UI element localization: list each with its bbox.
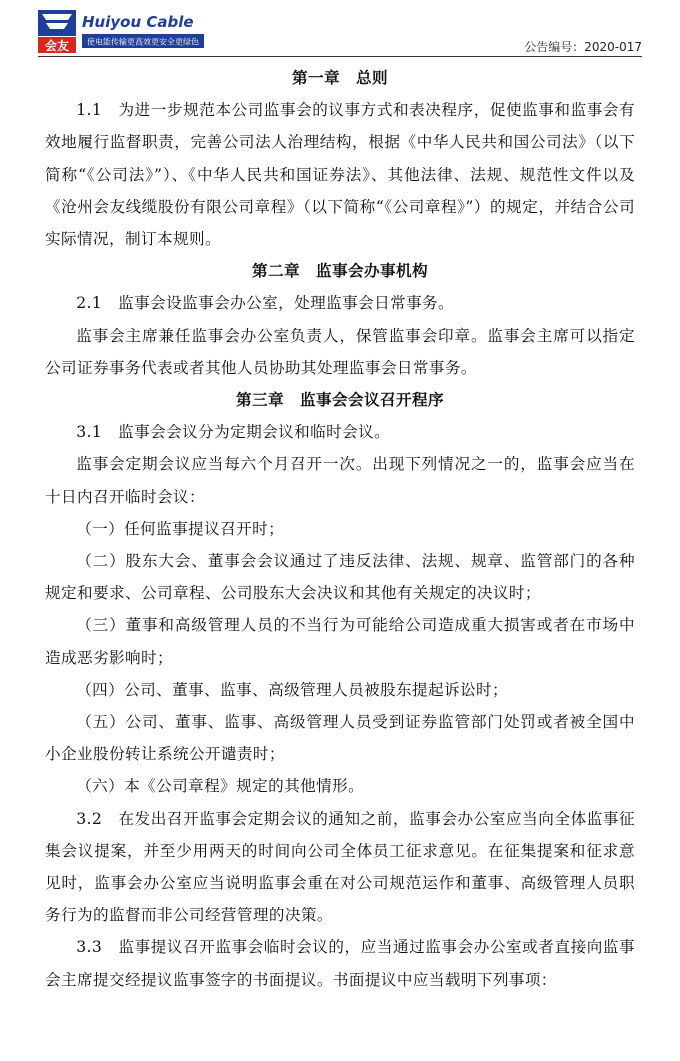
paragraph-2-1: 2.1 监事会设监事会办公室，处理监事会日常事务。 — [76, 294, 455, 313]
header-divider — [38, 56, 642, 57]
svg-text:会友: 会友 — [44, 39, 70, 53]
list-item-5: （五）公司、董事、监事、高级管理人员受到证券监管部门处罚或者被全国中小企业股份转让系统公开谴责时； — [45, 713, 635, 764]
chapter-3-title: 第三章 监事会会议召开程序 — [236, 391, 444, 410]
paragraph-3-3: 3.3 监事提议召开监事会临时会议的，应当通过监事会办公室或者直接向监事会主席提交经提议监事签字的书面提议。书面提议中应当载明下列事项： — [45, 938, 635, 989]
chapter-2-title: 第二章 监事会办事机构 — [252, 262, 428, 281]
document-body — [45, 62, 635, 996]
chapter-1-title: 第一章 总则 — [292, 69, 388, 87]
list-item-1: （一）任何监事提议召开时； — [76, 519, 285, 538]
list-item-4: （四）公司、董事、监事、高级管理人员被股东提起诉讼时； — [76, 680, 509, 699]
notice-number: 公告编号：2020-017 — [524, 40, 642, 54]
paragraph-3-2: 3.2 在发出召开监事会定期会议的通知之前，监事会办公室应当向全体监事征集会议提案，并至少用两天的时间向公司全体员工征求意见。在征集提案和征求意见时，监事会办公室应当说明监事会重在对公司规范运作和董事、高级管理人员职务行为的监督而非公司经营管理的决策。 — [45, 809, 635, 925]
list-item-3: （三）董事和高级管理人员的不当行为可能给公司造成重大损害或者在市场中造成恶劣影响时； — [45, 616, 635, 667]
paragraph-3-1: 3.1 监事会会议分为定期会议和临时会议。 — [76, 423, 391, 442]
list-item-2: （二）股东大会、董事会会议通过了违反法律、法规、规章、监管部门的各种规定和要求、公司章程、公司股东大会决议和其他有关规定的决议时； — [45, 552, 635, 603]
paragraph-2-2: 监事会主席兼任监事会办公室负责人，保管监事会印章。监事会主席可以指定公司证券事务代表或者其他人员协助其处理监事会日常事务。 — [45, 326, 635, 377]
svg-text:Huiyou Cable: Huiyou Cable — [82, 13, 194, 31]
paragraph-1-1: 1.1 为进一步规范本公司监事会的议事方式和表决程序，促使监事和监事会有效地履行监督职责，完善公司法人治理结构，根据《中华人民共和国公司法》（以下简称“《公司法》”）、《中华人民共和国证券法》、其他法律、法规、规范性文件以及《沧州会友线缆股份有限公司章程》（以下简称“《公司章程》”）的规定，并结合公司实际情况，制订本规则。 — [45, 101, 635, 249]
company-logo — [38, 10, 208, 54]
page-header — [0, 0, 680, 60]
paragraph-3-1b: 监事会定期会议应当每六个月召开一次。出现下列情况之一的，监事会应当在十日内召开临时会议： — [45, 455, 635, 506]
svg-text:使电能传输更高效更安全更绿色: 使电能传输更高效更安全更绿色 — [87, 37, 199, 47]
list-item-6: （六）本《公司章程》规定的其他情形。 — [76, 777, 365, 796]
